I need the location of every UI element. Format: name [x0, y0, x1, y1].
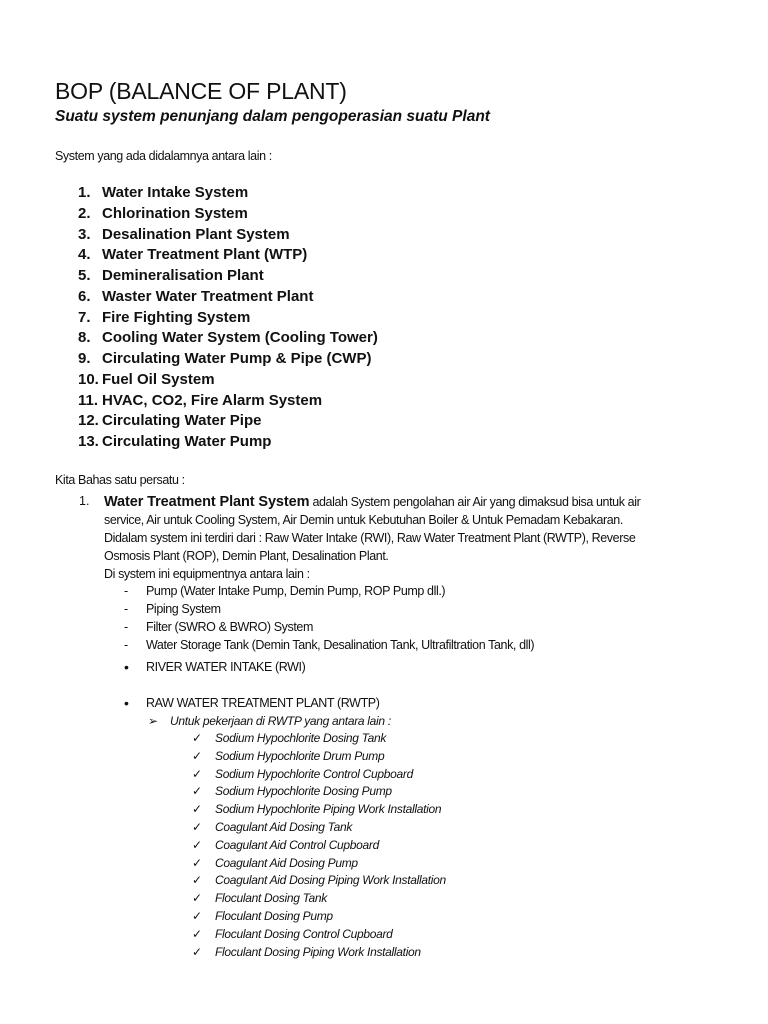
list-label: Piping System — [146, 602, 221, 616]
checkmark-icon: ✓ — [192, 748, 202, 763]
list-number: 1. — [78, 184, 91, 201]
list-number: 11. — [78, 391, 99, 409]
rwtp-intro-label: Untuk pekerjaan di RWTP yang antara lain : — [170, 714, 391, 728]
dash-marker: - — [124, 620, 128, 634]
bullet-label: RAW WATER TREATMENT PLANT (RWTP) — [146, 696, 380, 710]
list-item — [192, 784, 446, 802]
list-item — [78, 205, 378, 226]
section-item-title: Water Treatment Plant System — [104, 494, 310, 510]
list-label: Coagulant Aid Dosing Piping Work Installation — [215, 873, 446, 888]
bullet-label: RIVER WATER INTAKE (RWI) — [146, 660, 306, 674]
list-label: Sodium Hypochlorite Drum Pump — [215, 748, 385, 763]
list-label: Coagulant Aid Dosing Tank — [215, 819, 353, 834]
list-number: 6. — [78, 287, 91, 305]
list-label: Floculant Dosing Piping Work Installation — [215, 944, 421, 959]
list-item — [78, 309, 378, 330]
list-label: Fuel Oil System — [102, 370, 215, 388]
checkmark-icon: ✓ — [192, 766, 202, 781]
list-item — [192, 909, 446, 927]
list-item — [78, 350, 378, 371]
list-item — [78, 226, 378, 247]
list-item — [78, 329, 378, 350]
list-item — [192, 873, 446, 891]
dash-marker: - — [124, 602, 128, 616]
list-label: Pump (Water Intake Pump, Demin Pump, ROP Pump dll.) — [146, 584, 446, 598]
bullet-icon: • — [124, 659, 129, 675]
list-label: Sodium Hypochlorite Dosing Pump — [215, 784, 392, 799]
dash-marker: - — [124, 638, 128, 652]
list-item — [192, 891, 446, 909]
checkmark-icon: ✓ — [192, 802, 202, 817]
list-item — [192, 749, 446, 767]
section-intro: Kita Bahas satu persatu : — [55, 473, 185, 487]
list-item — [192, 767, 446, 785]
list-item — [78, 433, 378, 454]
list-number: 4. — [78, 246, 91, 264]
list-item — [192, 802, 446, 820]
list-label: Water Treatment Plant (WTP) — [102, 246, 308, 264]
list-label: Sodium Hypochlorite Dosing Tank — [215, 731, 387, 745]
paragraph-line: Didalam system ini terdiri dari : Raw Water Intake (RWI), Raw Water Treatment Plant (RWTP), Reverse — [104, 531, 636, 545]
list-label: Cooling Water System (Cooling Tower) — [102, 329, 378, 347]
bullet-item — [124, 660, 305, 674]
list-number: 3. — [78, 225, 91, 243]
list-label: HVAC, CO2, Fire Alarm System — [102, 391, 323, 409]
list-item — [78, 184, 378, 205]
list-label: Fire Fighting System — [102, 308, 251, 326]
paragraph-line: service, Air untuk Cooling System, Air Demin untuk Kebutuhan Boiler & Untuk Pemadam Kebakaran. — [104, 513, 623, 527]
list-label: Floculant Dosing Tank — [215, 891, 327, 906]
list-label: Waster Water Treatment Plant — [102, 287, 314, 305]
checkmark-icon: ✓ — [192, 855, 202, 870]
checkmark-icon: ✓ — [192, 908, 202, 923]
list-item — [192, 820, 446, 838]
list-item — [192, 838, 446, 856]
list-item — [78, 246, 378, 267]
list-number: 9. — [78, 350, 91, 367]
list-number: 10. — [78, 370, 99, 388]
paragraph-line: Di system ini equipmentnya antara lain : — [104, 567, 310, 581]
list-label: Coagulant Aid Control Cupboard — [215, 837, 379, 852]
checkmark-icon: ✓ — [192, 891, 202, 906]
list-label: Floculant Dosing Pump — [215, 908, 333, 923]
paragraph-line: adalah System pengolahan air Air yang dimaksud bisa untuk air — [309, 495, 641, 509]
checkmark-icon: ✓ — [192, 837, 202, 852]
bullet-icon: • — [124, 695, 129, 711]
checkmark-icon: ✓ — [192, 926, 202, 941]
list-label: Floculant Dosing Control Cupboard — [215, 926, 393, 941]
list-item — [124, 620, 534, 638]
document-title: BOP (BALANCE OF PLANT) — [55, 78, 347, 104]
list-label: Sodium Hypochlorite Piping Work Installation — [215, 802, 442, 817]
document-subtitle: Suatu system penunjang dalam pengoperasian suatu Plant — [55, 108, 490, 125]
list-item — [192, 927, 446, 945]
list-label: Demineralisation Plant — [102, 267, 264, 284]
list-label: Filter (SWRO & BWRO) System — [146, 620, 313, 634]
checkmark-icon: ✓ — [192, 873, 202, 888]
list-number: 7. — [78, 308, 91, 326]
list-item — [78, 288, 378, 309]
list-label: Chlorination System — [102, 204, 248, 222]
list-item — [78, 371, 378, 392]
list-number: 2. — [78, 204, 91, 222]
list-item — [78, 412, 378, 433]
systems-intro: System yang ada didalamnya antara lain : — [55, 149, 272, 163]
section-item-paragraph — [104, 493, 689, 583]
list-number: 8. — [78, 329, 91, 347]
list-item — [124, 638, 534, 656]
equipment-list — [124, 584, 534, 656]
list-label: Desalination Plant System — [102, 225, 290, 243]
list-item — [124, 584, 534, 602]
list-item — [78, 267, 378, 288]
paragraph-line: Osmosis Plant (ROP), Demin Plant, Desalination Plant. — [104, 549, 389, 563]
dash-marker: - — [124, 584, 128, 598]
rwtp-intro — [148, 714, 391, 728]
rwtp-task-list — [192, 731, 446, 962]
list-item — [124, 602, 534, 620]
checkmark-icon: ✓ — [192, 784, 202, 799]
list-item — [78, 392, 378, 413]
list-item — [192, 945, 446, 963]
checkmark-icon: ✓ — [192, 944, 202, 959]
checkmark-icon: ✓ — [192, 731, 202, 745]
arrow-icon: ➢ — [148, 714, 158, 728]
list-label: Water Intake System — [102, 184, 249, 201]
list-number: 5. — [78, 267, 91, 284]
list-label: Sodium Hypochlorite Control Cupboard — [215, 766, 413, 781]
section-item-number: 1. — [79, 494, 90, 508]
list-label: Circulating Water Pump — [102, 433, 272, 450]
list-number: 12. — [78, 412, 99, 430]
list-label: Circulating Water Pipe — [102, 412, 262, 430]
list-number: 13. — [78, 433, 99, 450]
list-item — [192, 731, 446, 749]
list-label: Water Storage Tank (Demin Tank, Desalination Tank, Ultrafiltration Tank, dll) — [146, 638, 535, 652]
checkmark-icon: ✓ — [192, 819, 202, 834]
list-label: Circulating Water Pump & Pipe (CWP) — [102, 350, 372, 367]
bullet-item — [124, 696, 380, 710]
list-item — [192, 856, 446, 874]
systems-list — [78, 184, 378, 454]
list-label: Coagulant Aid Dosing Pump — [215, 855, 358, 870]
